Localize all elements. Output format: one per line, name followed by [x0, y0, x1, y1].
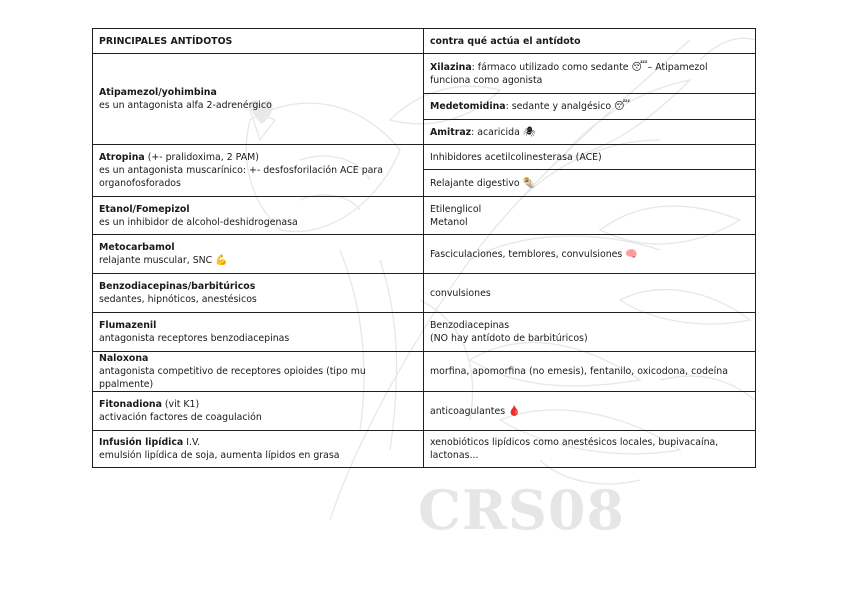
antidote-cell	[93, 352, 424, 392]
antidote-cell	[93, 274, 424, 313]
target-text: : sedante y analgésico	[505, 101, 612, 112]
target-cell	[424, 120, 756, 145]
target-line: Metanol	[430, 216, 468, 228]
antidote-description: es un inhibidor de alcohol-deshidrogenasa	[99, 216, 298, 228]
antidote-cell	[93, 145, 424, 197]
antidote-cell	[93, 54, 424, 145]
header-targets: contra qué actúa el antídoto	[424, 29, 756, 54]
antidote-name: Naloxona	[99, 353, 149, 364]
target-cell	[424, 235, 756, 274]
antidote-description: emulsión lipídica de soja, aumenta lípidos en grasa	[99, 450, 340, 461]
antidote-description: antagonista receptores benzodiacepinas	[99, 333, 290, 344]
target-line: Etilenglicol	[430, 203, 482, 215]
burrito-icon: 🌯	[522, 177, 536, 189]
antidote-description: sedantes, hipnóticos, anestésicos	[99, 294, 257, 305]
target-cell: Inhibidores acetilcolinesterasa (ACE)	[424, 145, 756, 170]
target-text: : acaricida	[471, 126, 520, 138]
target-line: Benzodiacepinas	[430, 320, 510, 331]
target-cell: morfina, apomorfina (no emesis), fentanilo, oxicodona, codeína	[424, 352, 756, 392]
antidote-cell	[93, 431, 424, 468]
header-antidotes: PRINCIPALES ANTÍDOTOS	[93, 29, 424, 54]
target-cell: xenobióticos lipídicos como anestésicos locales, bupivacaína, lactonas...	[424, 431, 756, 468]
table-row	[93, 54, 756, 94]
brain-icon: 🧠	[625, 248, 638, 260]
target-name: Medetomidina	[430, 101, 506, 112]
sleeping-face-icon: 😴	[631, 61, 648, 73]
target-cell	[424, 54, 756, 94]
drop-of-blood-icon: 🩸	[508, 405, 521, 417]
antidote-cell	[93, 197, 424, 235]
target-cell: convulsiones	[424, 274, 756, 313]
target-cell	[424, 392, 756, 431]
target-cell	[424, 313, 756, 352]
target-cell	[424, 170, 756, 197]
table-header-row	[93, 29, 756, 54]
antidote-name: Benzodiacepinas/barbitúricos	[99, 281, 256, 292]
antidote-cell	[93, 313, 424, 352]
target-cell	[424, 94, 756, 120]
table-row	[93, 352, 756, 392]
antidote-description: es un antagonista muscarínico: +- desfosforilación ACE para organofosforados	[99, 165, 384, 189]
antidote-description: activación factores de coagulación	[99, 412, 262, 423]
antidote-name: Atipamezol/yohimbina	[99, 87, 217, 98]
antidote-description: relajante muscular, SNC	[99, 255, 213, 266]
target-cell	[424, 197, 756, 235]
antidote-cell	[93, 235, 424, 274]
antidote-name: Etanol/Fomepizol	[99, 203, 190, 215]
watermark-text: CRS08	[418, 478, 625, 542]
spider-icon: 🕷	[522, 126, 536, 138]
table-row	[93, 392, 756, 431]
target-extra: – Atipamezol funciona como agonista	[430, 61, 708, 86]
target-text: : fármaco utilizado como sedante	[471, 61, 629, 73]
target-text: anticoagulantes	[430, 405, 506, 417]
target-name: Amitraz	[430, 126, 472, 138]
antidotes-table	[92, 28, 756, 468]
table-row	[93, 431, 756, 468]
antidote-name-suffix: (vit K1)	[161, 399, 200, 410]
antidote-name: Infusión lipídica	[99, 437, 184, 448]
target-text: Fasciculaciones, temblores, convulsiones	[430, 248, 623, 260]
antidote-name-suffix: I.V.	[183, 437, 201, 448]
antidote-name: Metocarbamol	[99, 242, 175, 253]
antidote-name-suffix: (+- pralidoxima, 2 PAM)	[144, 152, 259, 163]
antidote-cell	[93, 392, 424, 431]
table-row	[93, 235, 756, 274]
antidote-name: Fitonadiona	[99, 399, 162, 410]
table-row	[93, 313, 756, 352]
table-row	[93, 274, 756, 313]
antidote-name: Atropina	[99, 152, 145, 163]
target-line: (NO hay antídoto de barbitúricos)	[430, 333, 588, 344]
table-row	[93, 197, 756, 235]
flexed-biceps-icon: 💪	[215, 255, 228, 266]
antidote-description: antagonista competitivo de receptores opioides (tipo mu ppalmente)	[99, 366, 366, 390]
sleeping-face-icon: 😴	[614, 101, 631, 112]
table-row	[93, 145, 756, 170]
antidote-description: es un antagonista alfa 2-adrenérgico	[99, 100, 272, 111]
target-name: Xilazina	[430, 61, 472, 73]
target-text: Relajante digestivo	[430, 177, 520, 189]
antidote-name: Flumazenil	[99, 320, 157, 331]
